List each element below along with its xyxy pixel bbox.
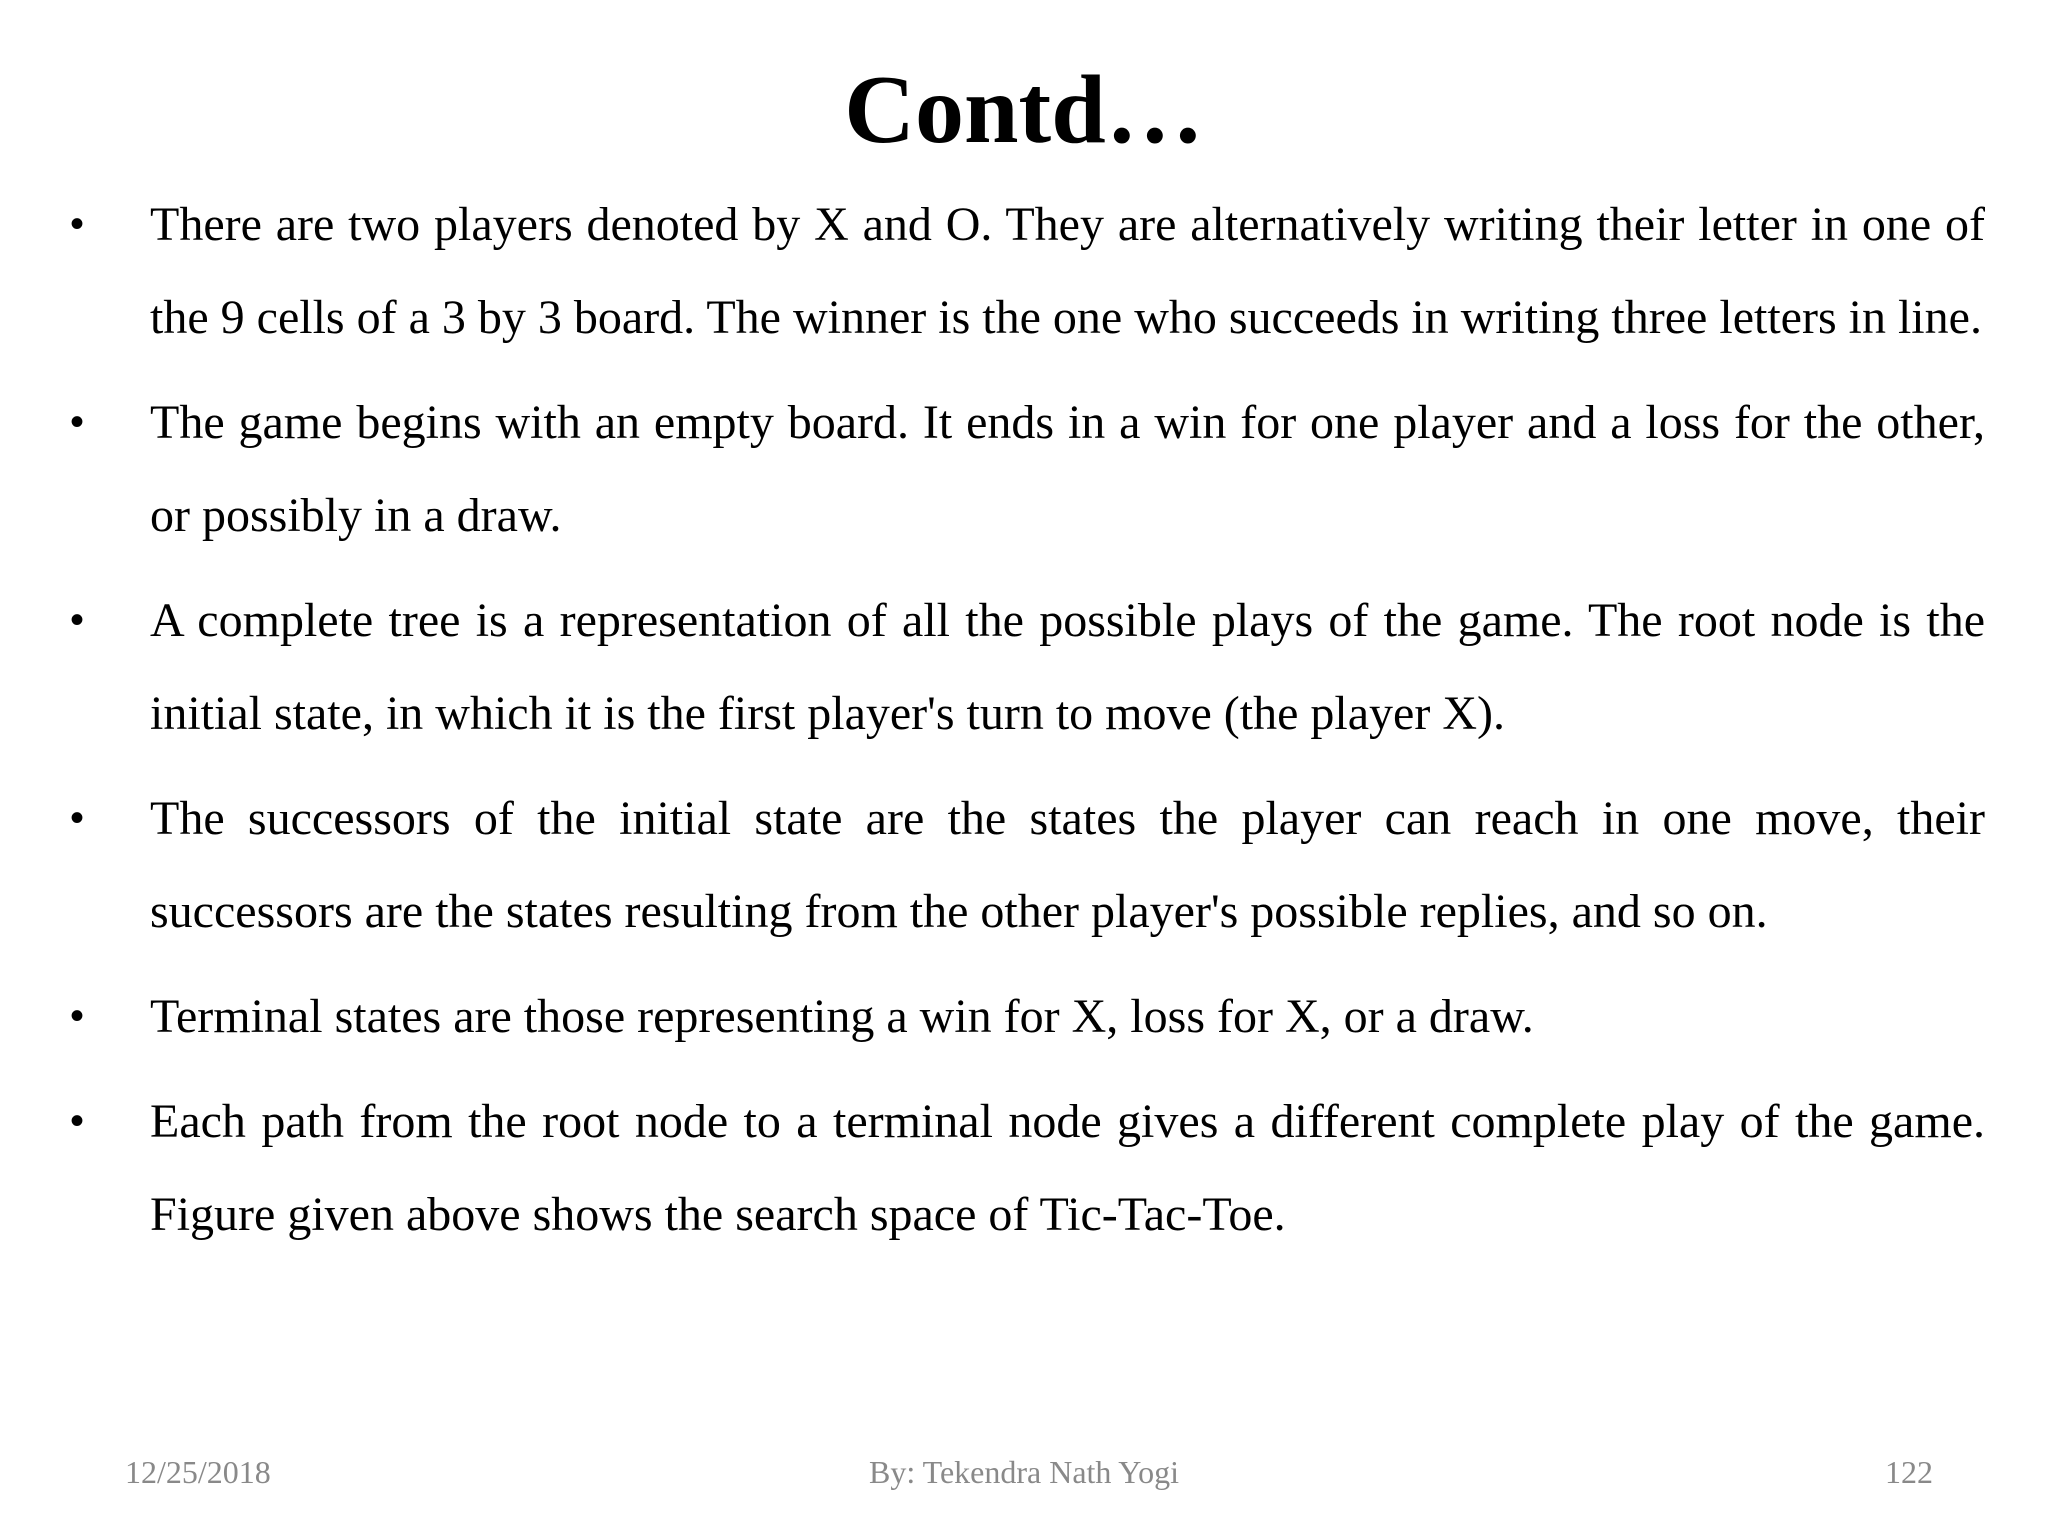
footer-date: 12/25/2018 [125,1454,271,1490]
bullet-icon: • [70,1099,85,1143]
bullet-icon: • [70,994,85,1038]
bullet-text: The game begins with an empty board. It ends in a win for one player and a loss for the other, or possibly in a draw. [150,396,1985,542]
footer-page-number: 122 [1885,1454,1933,1490]
bullet-item [70,970,1985,1063]
bullet-text: Terminal states are those representing a win for X, loss for X, or a draw. [150,990,1534,1043]
bullet-item [70,178,1985,364]
bullet-icon: • [70,598,85,642]
bullet-list [70,178,1985,1273]
footer-author: By: Tekendra Nath Yogi [868,1454,1180,1490]
bullet-text: Each path from the root node to a terminal node gives a different complete play of the game. Figure given above shows the search space of Tic-Tac-Toe. [150,1095,1985,1241]
bullet-icon: • [70,202,85,246]
bullet-icon: • [70,796,85,840]
bullet-text: There are two players denoted by X and O. They are alternatively writing their letter in one of the 9 cells of a 3 by 3 board. The winner is the one who succeeds in writing three letters in line. [150,198,1985,344]
bullet-icon: • [70,400,85,444]
slide-title: Contd… [844,56,1204,164]
bullet-text: The successors of the initial state are the states the player can reach in one move, their successors are the states resulting from the other player's possible replies, and so on. [150,792,1985,938]
bullet-text: A complete tree is a representation of all the possible plays of the game. The root node is the initial state, in which it is the first player's turn to move (the player X). [150,594,1985,740]
bullet-item [70,1075,1985,1261]
bullet-item [70,376,1985,562]
bullet-item [70,772,1985,958]
bullet-item [70,574,1985,760]
